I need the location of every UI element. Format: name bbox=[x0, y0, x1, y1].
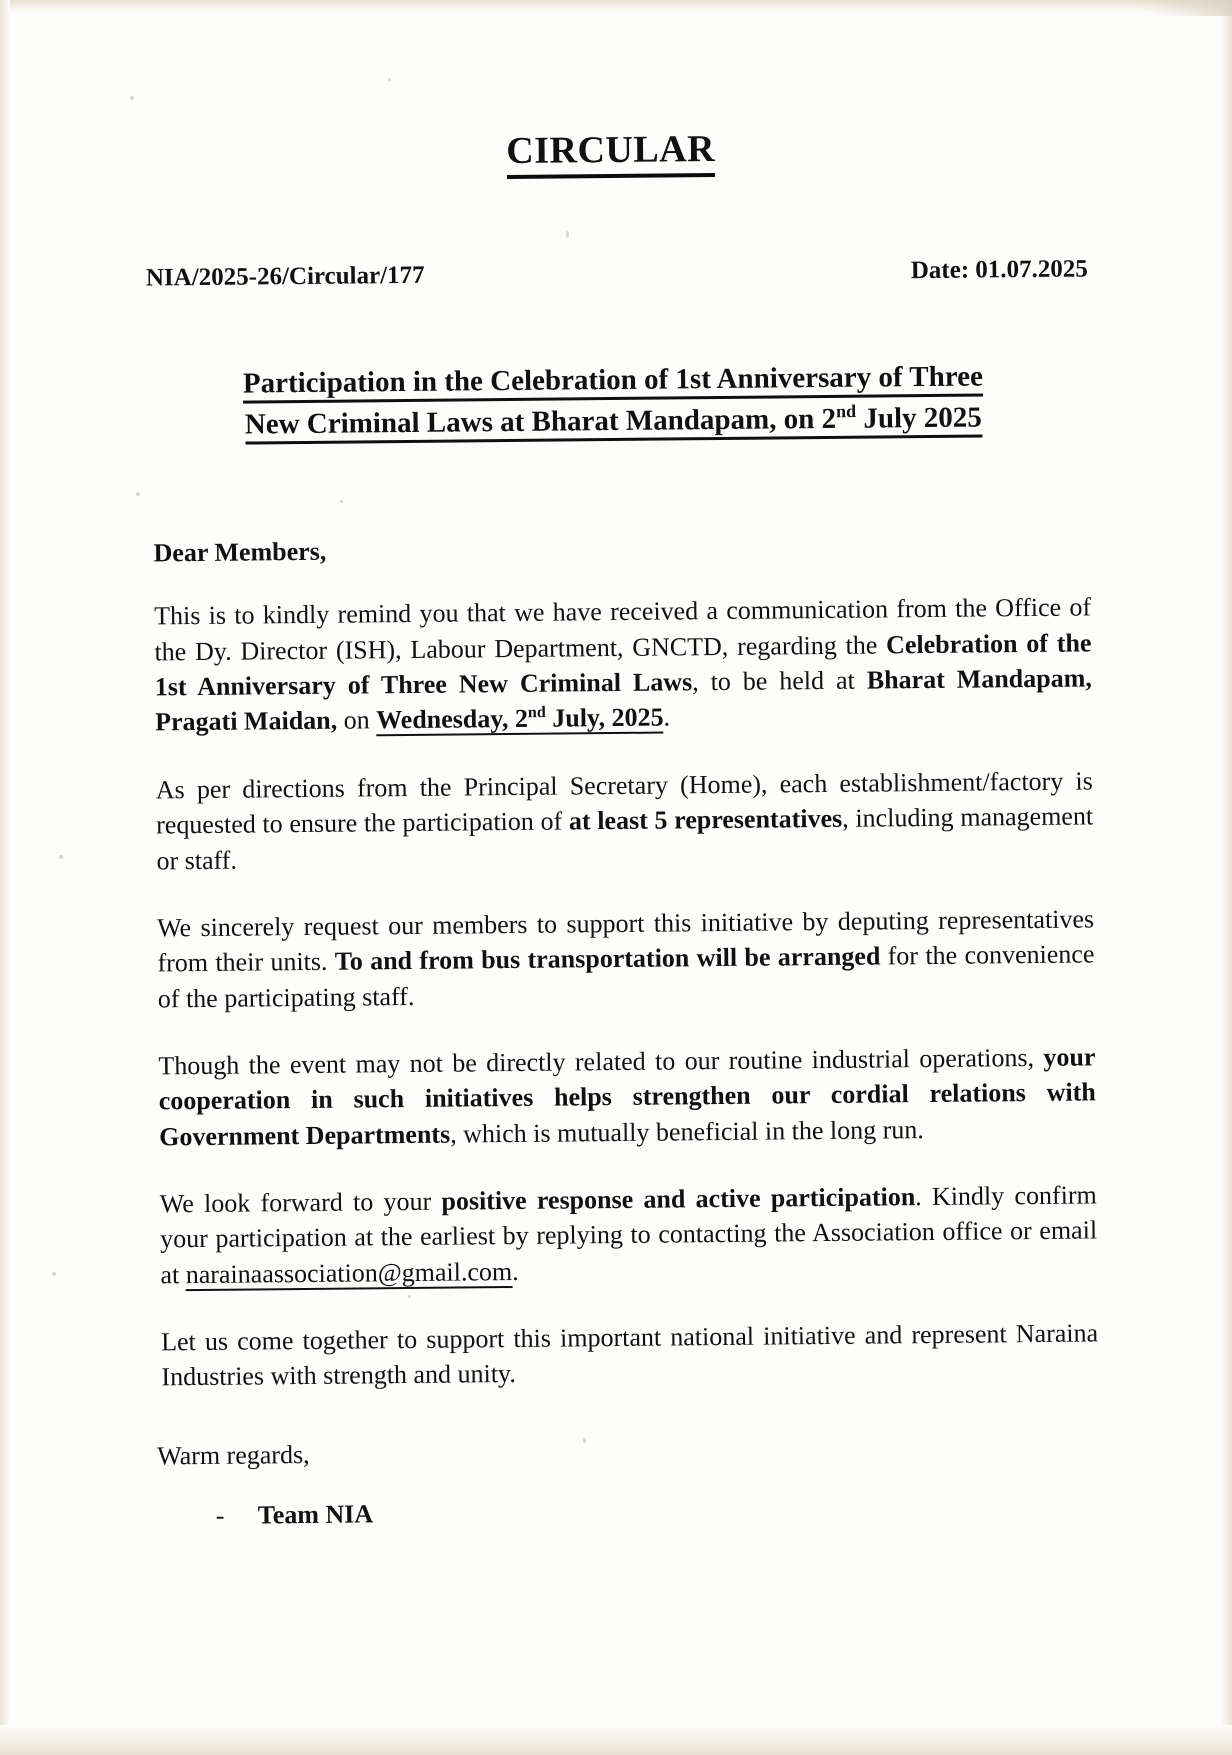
circular-reference-number: NIA/2025-26/Circular/177 bbox=[145, 261, 425, 292]
signature-name: Team NIA bbox=[257, 1499, 374, 1530]
event-date-ordinal-suffix: nd bbox=[527, 704, 546, 722]
signature-dash: - bbox=[215, 1500, 225, 1530]
page-title-text: CIRCULAR bbox=[506, 128, 715, 179]
paragraph-6: Let us come together to support this important national initiative and represent Naraina Industries with strength and unity. bbox=[160, 1318, 1099, 1392]
paragraph-4: Though the event may not be directly related to our routine industrial operations, your cooperation in such initiatives helps strengthen our cordial relations with Government Departments, which is mutually beneficial in the long run. bbox=[158, 1042, 1096, 1152]
subject-heading-line-2: New Criminal Laws at Bharat Mandapam, on 2nd July 2025 bbox=[163, 397, 1063, 447]
letter-body bbox=[0, 588, 1232, 1396]
emphasis-representative-count: at least 5 representatives bbox=[568, 803, 843, 836]
paragraph-3: We sincerely request our members to support this initiative by deputing representatives from their units. To and from bus transportation will be arranged for the convenience of the participating staff. bbox=[157, 904, 1095, 1013]
emphasis-venue: Bharat Mandapam, Pragati Maidan, bbox=[155, 663, 1092, 737]
emphasis-positive-response: positive response and active participation bbox=[441, 1182, 916, 1216]
contact-email-link[interactable]: narainaassociation@gmail.com bbox=[185, 1256, 513, 1289]
subject-heading bbox=[163, 356, 1064, 447]
salutation: Dear Members, bbox=[153, 537, 327, 568]
paragraph-2: As per directions from the Principal Secretary (Home), each establishment/factory is requested to ensure the participation of at least 5 representatives, including management or staff. bbox=[155, 766, 1094, 875]
emphasis-transportation: To and from bus transportation will be arranged bbox=[334, 941, 881, 976]
reference-and-date-row bbox=[0, 166, 1228, 294]
page-title bbox=[0, 0, 1227, 178]
circular-date: Date: 01.07.2025 bbox=[910, 255, 1088, 285]
emphasis-cooperation: your cooperation in such initiatives helps strengthen our cordial relations with Government Departments bbox=[158, 1042, 1096, 1152]
subject-ordinal-suffix: nd bbox=[835, 401, 857, 422]
paragraph-5: We look forward to your positive response and active participation. Kindly confirm your participation at the earliest by replying to contacting the Association office or email at narainaassociation@gmail.com. bbox=[159, 1180, 1098, 1290]
emphasis-event-name: Celebration of the 1st Anniversary of Three New Criminal Laws bbox=[154, 628, 1092, 702]
paragraph-1: This is to kindly remind you that we have received a communication from the Office of the Dy. Director (ISH), Labour Department, GNCTD, regarding the Celebration of the 1st Anniversary of Three New Criminal Laws, to be held at Bharat Mandapam, Pragati Maidan, on Wednesday, 2nd July, 2025. bbox=[154, 592, 1092, 737]
closing-line: Warm regards, bbox=[157, 1439, 310, 1471]
signature-block bbox=[7, 1461, 1232, 1533]
emphasis-event-date: Wednesday, 2nd July, 2025 bbox=[376, 702, 664, 735]
subject-heading-line-1: Participation in the Celebration of 1st Anniversary of Three bbox=[163, 356, 1063, 406]
